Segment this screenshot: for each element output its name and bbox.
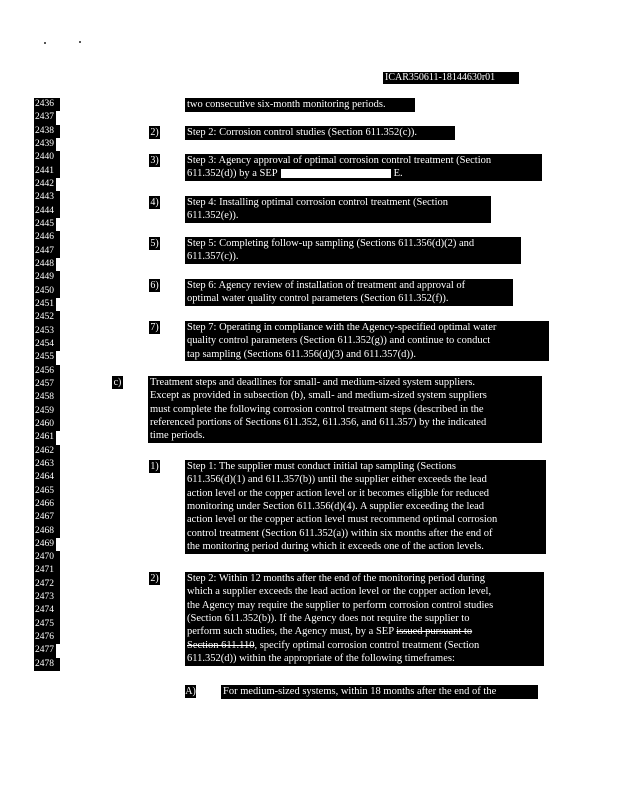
step-7-line-3: tap sampling (Sections 611.356(d)(3) and 611.357(d)). <box>187 348 417 360</box>
step-3-line-2 <box>187 167 539 180</box>
line-number: 2457 <box>34 378 60 391</box>
step-c2-line-6-rest: , specify optimal corrosion control treatment (Section <box>254 639 480 651</box>
step-c2-line-2: which a supplier exceeds the lead action level or the copper action level, <box>187 586 492 598</box>
line-number: 2453 <box>34 325 60 338</box>
line-number: 2461 <box>34 431 56 444</box>
step-6-line-1: Step 6: Agency review of installation of treatment and approval of <box>187 280 466 291</box>
line-number: 2440 <box>34 151 60 164</box>
line-number: 2460 <box>34 418 60 431</box>
line-number: 2467 <box>34 511 60 524</box>
line-number: 2452 <box>34 311 60 324</box>
line-number: 2476 <box>34 631 60 644</box>
step-c2-line-3: the Agency may require the supplier to perform corrosion control studies <box>187 599 494 611</box>
line-number: 2471 <box>34 564 60 577</box>
subsection-c-marker: c) <box>113 377 122 388</box>
line-number: 2447 <box>34 245 60 258</box>
line-number: 2451 <box>34 298 56 311</box>
line-number: 2445 <box>34 218 56 231</box>
line-number: 2450 <box>34 285 60 298</box>
step-c2-a-text <box>221 685 538 699</box>
step-c2-a-line: For medium-sized systems, within 18 months after the end of the <box>223 686 497 697</box>
step-3-line-1: Step 3: Agency approval of optimal corrosion control treatment (Section <box>187 155 492 166</box>
step-2-line: Step 2: Corrosion control studies (Section 611.352(c)). <box>187 127 417 138</box>
line-number: 2444 <box>34 205 60 218</box>
line-number: 2475 <box>34 618 60 631</box>
subsection-c-line-4: referenced portions of Sections 611.352, 611.356, and 611.357) by the indicated <box>150 416 487 428</box>
step-6-marker: 6) <box>150 280 159 291</box>
step-3-text <box>185 154 542 181</box>
step-7-marker: 7) <box>150 322 159 333</box>
line-number: 2456 <box>34 365 60 378</box>
line-number: 2466 <box>34 498 60 511</box>
step-c1-line-5: action level or the copper action level must recommend optimal corrosion <box>187 514 498 526</box>
line-number: 2472 <box>34 578 60 591</box>
line-number: 2468 <box>34 525 60 538</box>
line-number: 2441 <box>34 165 60 178</box>
step-c2-line-5-text: perform such studies, the Agency must, by a SEP <box>187 626 394 638</box>
line-number: 2462 <box>34 445 60 458</box>
line-number: 2446 <box>34 231 60 244</box>
line-number: 2464 <box>34 471 60 484</box>
line-number: 2458 <box>34 391 60 404</box>
subsection-c-text <box>148 376 542 443</box>
step-c1-line-6: control treatment (Section 611.352(a)) within six months after the end of <box>187 527 493 539</box>
step-4-line-1: Step 4: Installing optimal corrosion control treatment (Section <box>187 197 448 208</box>
step-7-line-1: Step 7: Operating in compliance with the Agency-specified optimal water <box>187 322 497 333</box>
step-6-line-2: optimal water quality control parameters (Section 611.352(f)). <box>187 293 449 305</box>
line-number: 2474 <box>34 604 60 617</box>
step-3-line-2-text: 611.352(d)) by a SEP <box>187 168 278 180</box>
line-number: 2442 <box>34 178 56 191</box>
line-number: 2449 <box>34 271 60 284</box>
step-c1-line-7: the monitoring period during which it exceeds one of the action levels. <box>187 540 484 552</box>
line-number: 2469 <box>34 538 56 551</box>
step-3-marker: 3) <box>150 155 159 166</box>
step-c1-line-1: Step 1: The supplier must conduct initial tap sampling (Sections <box>187 461 456 472</box>
line-number: 2439 <box>34 138 56 151</box>
line-number-gutter <box>34 98 60 671</box>
step-c1-line-2: 611.356(d)(1) and 611.357(b)) until the supplier either exceeds the lead <box>187 474 487 486</box>
step-c2-text <box>185 572 544 666</box>
step-c2-line-5 <box>187 625 541 638</box>
subsection-c-line-2: Except as provided in subsection (b), small- and medium-sized system suppliers <box>150 390 487 402</box>
step-4-text <box>185 196 491 223</box>
step-7-text <box>185 321 549 361</box>
step-c1-line-4: monitoring under Section 611.356(d)(4). A supplier exceeding the lead <box>187 500 485 512</box>
step-c2-line-7: 611.352(d)) within the appropriate of the following timeframes: <box>187 652 455 664</box>
line-number: 2459 <box>34 405 60 418</box>
step-c1-line-3: action level or the copper action level or it becomes eligible for reduced <box>187 487 490 499</box>
step-6-text <box>185 279 513 306</box>
step-c1-text <box>185 460 546 554</box>
step-c2-line-1: Step 2: Within 12 months after the end of the monitoring period during <box>187 573 486 584</box>
line-number: 2455 <box>34 351 56 364</box>
step-5-marker: 5) <box>150 238 159 249</box>
step-7-line-2: quality control parameters (Section 611.352(g)) and continue to conduct <box>187 335 491 347</box>
line-number: 2448 <box>34 258 56 271</box>
subsection-c-line-5: time periods. <box>150 430 205 442</box>
line-number: 2437 <box>34 111 56 124</box>
step-5-line-1: Step 5: Completing follow-up sampling (Sections 611.356(d)(2) and <box>187 238 475 249</box>
step-c2-line-6 <box>187 639 541 652</box>
step-c2-line-4: (Section 611.352(b)). If the Agency does not require the supplier to <box>187 612 470 624</box>
scan-speck <box>79 41 81 43</box>
step-c2-marker: 2) <box>150 573 159 584</box>
line-number: 2477 <box>34 644 56 657</box>
line-number: 2473 <box>34 591 60 604</box>
subsection-c-line-3: must complete the following corrosion control treatment steps (described in the <box>150 403 484 415</box>
step-3-line-2-tail: E. <box>393 168 403 180</box>
line-number: 2463 <box>34 458 60 471</box>
struck-text-2: Section 611.110 <box>187 639 255 651</box>
line-number: 2465 <box>34 485 60 498</box>
step-5-text <box>185 237 521 264</box>
step-c1-marker: 1) <box>150 461 159 472</box>
step-4-line-2: 611.352(e)). <box>187 210 239 222</box>
step-2-marker: 2) <box>150 127 159 138</box>
subsection-c-line-1: Treatment steps and deadlines for small- and medium-sized system suppliers. <box>150 377 476 388</box>
line-number: 2454 <box>34 338 60 351</box>
line-number: 2436 <box>34 98 60 111</box>
header-citation: ICAR350611-18144630r01 <box>383 72 519 84</box>
intro-line-text: two consecutive six-month monitoring periods. <box>187 99 386 110</box>
line-number: 2443 <box>34 191 60 204</box>
redaction-mark <box>281 169 391 178</box>
scan-speck <box>44 42 46 44</box>
struck-text-1: issued pursuant to <box>396 626 473 638</box>
step-5-line-2: 611.357(c)). <box>187 251 239 263</box>
step-2-text <box>185 126 455 140</box>
line-number: 2478 <box>34 658 60 671</box>
intro-line <box>185 98 415 112</box>
line-number: 2470 <box>34 551 60 564</box>
line-number: 2438 <box>34 125 60 138</box>
step-4-marker: 4) <box>150 197 159 208</box>
step-c2-a-marker: A) <box>185 686 196 697</box>
